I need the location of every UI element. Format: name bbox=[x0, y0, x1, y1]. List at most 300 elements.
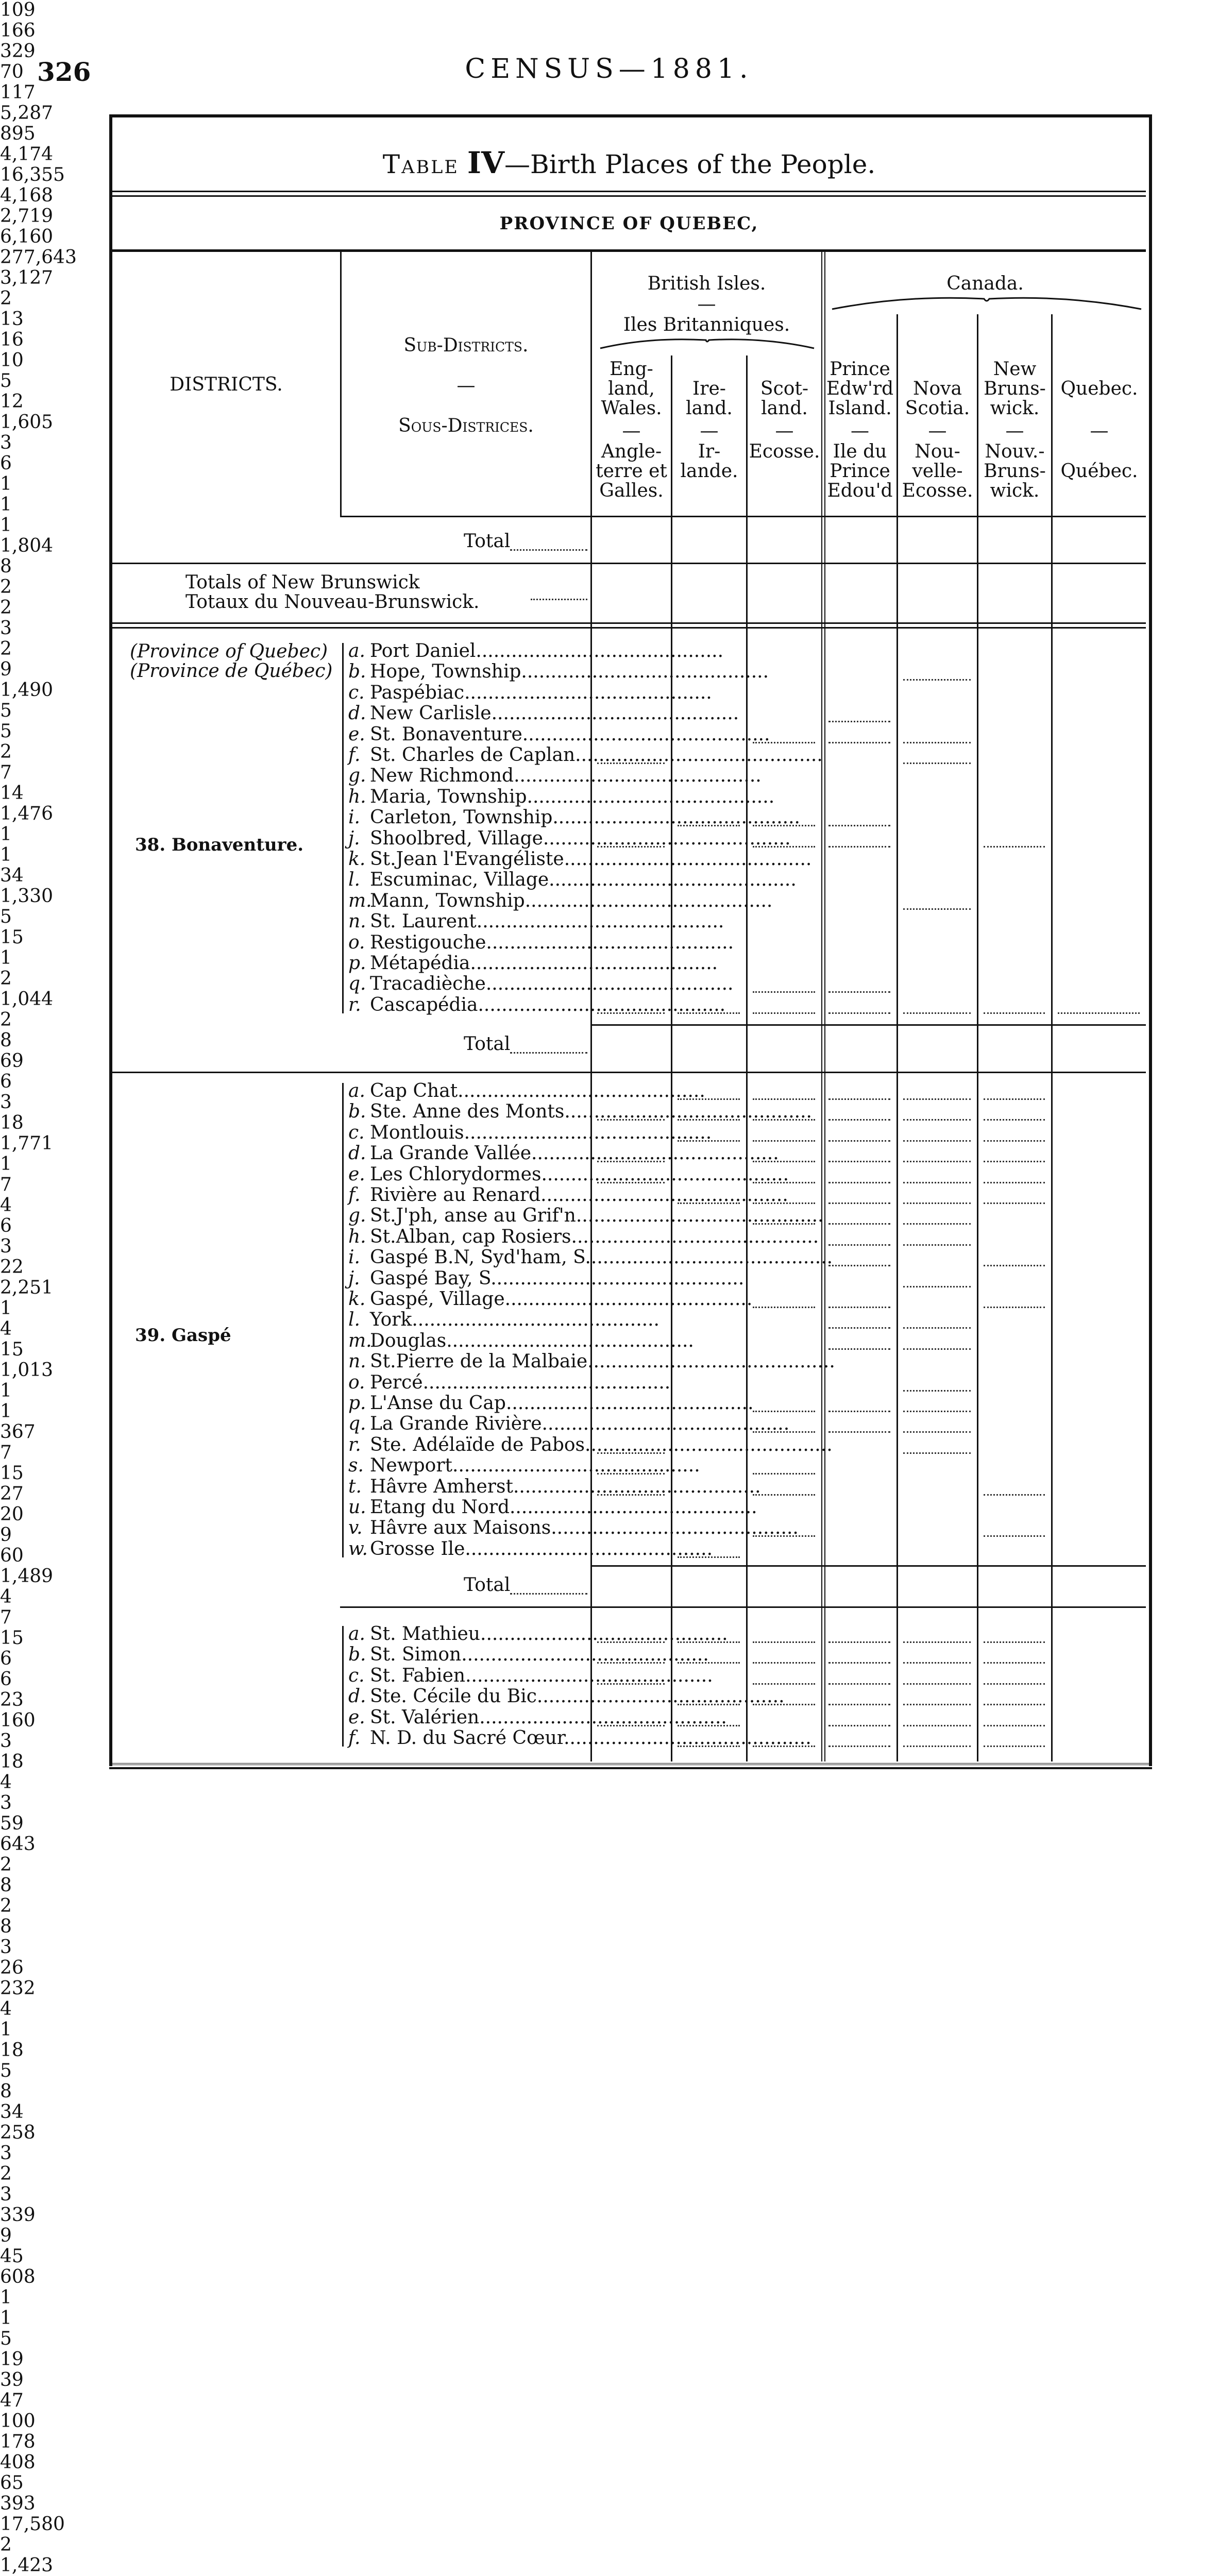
empty-cell bbox=[984, 999, 1045, 1014]
leader-dots: .......................................... bbox=[452, 1455, 700, 1477]
subdistrict-row bbox=[348, 1205, 824, 1227]
subdistrict-row bbox=[348, 1080, 705, 1101]
row-letter: m. bbox=[348, 1330, 372, 1351]
empty-cell bbox=[753, 978, 815, 993]
empty-cell bbox=[753, 1418, 815, 1433]
empty-cell bbox=[678, 1732, 740, 1747]
column-header-fr: Angle- terre et Galles. bbox=[596, 441, 667, 501]
subdistrict-name: St. Simon bbox=[370, 1644, 462, 1666]
row-letter: d. bbox=[348, 1143, 366, 1164]
value-cell: 1 bbox=[0, 2019, 12, 2040]
empty-cell bbox=[903, 666, 971, 681]
value-cell: 2 bbox=[0, 638, 12, 659]
leader-dots: .......................................... bbox=[540, 1184, 788, 1206]
subdistrict-name: St. Charles de Caplan bbox=[370, 744, 576, 766]
subdistrict-name: St. Fabien bbox=[370, 1665, 466, 1686]
value-cell: 4 bbox=[0, 1318, 12, 1340]
subdistrict-row bbox=[348, 1330, 694, 1351]
empty-cell bbox=[903, 895, 971, 910]
empty-cell bbox=[984, 1127, 1045, 1142]
column-header-en: Ire- land. bbox=[686, 378, 733, 419]
row-letter: r. bbox=[348, 1434, 361, 1455]
empty-cell bbox=[753, 833, 815, 848]
value-cell: 12 bbox=[0, 391, 24, 412]
pre-total-rule bbox=[590, 1565, 1146, 1567]
subdistrict-row bbox=[348, 1122, 712, 1143]
subdistrict-row bbox=[348, 1727, 811, 1749]
empty-cell bbox=[984, 1189, 1045, 1204]
empty-cell bbox=[828, 1397, 890, 1412]
subdistrict-name: Métapédia bbox=[370, 953, 470, 974]
empty-cell bbox=[678, 1649, 740, 1664]
subdistrict-row bbox=[348, 973, 734, 995]
subdistricts-fr: Sous-Districes. bbox=[398, 415, 534, 436]
empty-cell bbox=[753, 1189, 815, 1204]
nb-totals-fr: Totaux du Nouveau-Brunswick. bbox=[185, 591, 480, 613]
empty-cell bbox=[984, 1732, 1045, 1747]
value-cell: 1 bbox=[0, 494, 12, 515]
empty-cell bbox=[903, 1732, 971, 1747]
empty-cell bbox=[828, 999, 890, 1014]
subdistrict-name: Mann, Township bbox=[370, 890, 525, 911]
empty-cell bbox=[753, 1293, 815, 1308]
value-cell: 5 bbox=[0, 700, 12, 721]
empty-cell bbox=[753, 1628, 815, 1643]
empty-cell bbox=[828, 1711, 890, 1726]
value-cell: 8 bbox=[0, 1030, 12, 1051]
value-cell: 20 bbox=[0, 1504, 24, 1525]
subdistrict-row bbox=[348, 1517, 799, 1539]
rule-after-gaspe bbox=[340, 1606, 1146, 1608]
empty-cell bbox=[753, 1460, 815, 1475]
subdistrict-name: Cap Chat bbox=[370, 1080, 458, 1101]
leader-dots: .......................................... bbox=[470, 953, 718, 974]
subdistrict-row bbox=[348, 911, 724, 933]
row-letter: g. bbox=[348, 1205, 366, 1227]
value-cell: 408 bbox=[0, 2452, 36, 2473]
leader-dots: .......................................... bbox=[564, 1727, 811, 1749]
top-total-label: Total bbox=[464, 531, 511, 552]
column-header-en: Scot- land. bbox=[760, 378, 809, 419]
value-cell: 18 bbox=[0, 1112, 24, 1133]
leader-dots: .......................................... bbox=[491, 703, 739, 724]
value-cell: 1,771 bbox=[0, 1133, 54, 1154]
value-cell: 34 bbox=[0, 2102, 24, 2123]
value-cell: 10 bbox=[0, 350, 24, 371]
empty-cell bbox=[984, 1649, 1045, 1664]
subdistrict-row bbox=[348, 931, 734, 953]
subdistrict-row bbox=[348, 744, 823, 766]
empty-cell bbox=[828, 811, 890, 826]
empty-cell bbox=[753, 811, 815, 826]
value-cell: 1,423 bbox=[0, 2555, 54, 2576]
subdistrict-name: Percé bbox=[370, 1371, 423, 1393]
empty-cell bbox=[828, 1293, 890, 1308]
empty-cell bbox=[597, 999, 665, 1014]
subdistrict-name: Grosse Ile bbox=[370, 1538, 465, 1560]
value-cell: 1,490 bbox=[0, 680, 54, 701]
subdistrict-name: Hâvre aux Maisons bbox=[370, 1517, 551, 1539]
subdistrict-row bbox=[348, 1393, 754, 1414]
leader-dots: .......................................... bbox=[542, 1413, 790, 1435]
empty-cell bbox=[597, 1106, 665, 1121]
value-cell: 1 bbox=[0, 947, 12, 969]
empty-cell bbox=[678, 1085, 740, 1100]
value-cell: 19 bbox=[0, 2349, 24, 2370]
row-letter: v. bbox=[348, 1517, 363, 1539]
subdistrict-row bbox=[348, 1351, 835, 1372]
districts-header: DISTRICTS. bbox=[170, 374, 283, 395]
row-letter: b. bbox=[348, 1101, 366, 1123]
empty-cell bbox=[597, 1168, 665, 1183]
value-cell: 3 bbox=[0, 2184, 12, 2205]
value-cell: 1 bbox=[0, 1298, 12, 1319]
value-cell: 1 bbox=[0, 515, 12, 536]
value-cell: 109 bbox=[0, 0, 36, 21]
column-header-fr: Québec. bbox=[1060, 461, 1138, 482]
total-leader bbox=[510, 1039, 587, 1054]
row-letter: t. bbox=[348, 1476, 362, 1497]
empty-cell bbox=[678, 1690, 740, 1705]
value-cell: 5 bbox=[0, 721, 12, 742]
empty-cell bbox=[903, 1147, 971, 1162]
subdistrict-brace bbox=[342, 1626, 348, 1747]
empty-cell bbox=[753, 1168, 815, 1183]
table-title bbox=[112, 145, 1146, 180]
value-cell: 9 bbox=[0, 1524, 12, 1546]
value-cell: 5 bbox=[0, 2328, 12, 2349]
empty-cell bbox=[753, 1210, 815, 1225]
value-cell: 7 bbox=[0, 1174, 12, 1195]
value-cell: 1,605 bbox=[0, 412, 54, 433]
title-prefix: Table bbox=[382, 149, 459, 179]
value-cell: 2 bbox=[0, 2163, 12, 2184]
leader-dots: .......................................... bbox=[531, 1143, 779, 1164]
row-letter: p. bbox=[348, 953, 366, 974]
empty-cell bbox=[597, 749, 665, 764]
subdistrict-name: Port Daniel bbox=[370, 640, 476, 662]
row-letter: h. bbox=[348, 786, 366, 807]
empty-cell bbox=[678, 811, 740, 826]
leader-dots: .......................................... bbox=[480, 1623, 728, 1645]
subdistrict-name: Gaspé Bay, S. bbox=[370, 1267, 497, 1289]
subdistrict-row bbox=[348, 1309, 659, 1331]
row-letter: c. bbox=[348, 682, 365, 703]
leader-dots: .......................................... bbox=[461, 1644, 709, 1666]
district-gaspe: 39. Gaspé bbox=[135, 1325, 231, 1346]
empty-cell bbox=[828, 1189, 890, 1204]
leader-dots: .......................................... bbox=[465, 1538, 713, 1560]
row-letter: a. bbox=[348, 1623, 365, 1645]
value-cell: 2 bbox=[0, 2534, 12, 2555]
rule-after-nb bbox=[112, 622, 1146, 629]
row-letter: w. bbox=[348, 1538, 368, 1560]
row-letter: g. bbox=[348, 765, 366, 787]
subdistrict-name: Douglas bbox=[370, 1330, 447, 1351]
value-cell: 70 bbox=[0, 61, 24, 82]
row-letter: n. bbox=[348, 1351, 366, 1372]
empty-cell bbox=[597, 1439, 665, 1454]
subdistrict-name: Maria, Township bbox=[370, 786, 527, 807]
leader-dots: .......................................... bbox=[412, 1309, 659, 1331]
empty-cell bbox=[828, 1251, 890, 1266]
empty-cell bbox=[903, 728, 971, 743]
empty-cell bbox=[984, 1106, 1045, 1121]
row-letter: k. bbox=[348, 849, 366, 870]
section-total-label: Total bbox=[464, 1574, 511, 1596]
column-header-dash: — bbox=[851, 420, 869, 442]
divider-col2 bbox=[746, 355, 748, 1761]
section-total-label: Total bbox=[464, 1033, 511, 1055]
value-cell: 15 bbox=[0, 1628, 24, 1649]
row-letter: q. bbox=[348, 973, 366, 995]
value-cell: 2 bbox=[0, 968, 12, 989]
leader-dots: .......................................... bbox=[564, 1101, 812, 1123]
table-bottom-rule bbox=[109, 1763, 1152, 1769]
column-header-en: Prince Edw'rd Island. bbox=[826, 359, 894, 419]
empty-cell bbox=[984, 1147, 1045, 1162]
nb-totals-leader bbox=[531, 585, 587, 600]
value-cell: 69 bbox=[0, 1050, 24, 1072]
subdistrict-row bbox=[348, 827, 791, 849]
empty-cell bbox=[753, 999, 815, 1014]
subdistrict-row bbox=[348, 1289, 753, 1310]
leader-dots: .......................................... bbox=[571, 1226, 819, 1247]
row-letter: i. bbox=[348, 807, 360, 828]
province-heading: PROVINCE OF QUEBEC, bbox=[499, 213, 759, 234]
value-cell: 4,174 bbox=[0, 144, 54, 165]
leader-dots: .......................................... bbox=[522, 723, 770, 745]
value-cell: 2 bbox=[0, 288, 12, 309]
value-cell: 9 bbox=[0, 2225, 12, 2246]
row-letter: j. bbox=[348, 827, 360, 849]
empty-cell bbox=[903, 1231, 971, 1246]
row-letter: f. bbox=[348, 1184, 361, 1206]
value-cell: 8 bbox=[0, 556, 12, 577]
empty-cell bbox=[597, 1711, 665, 1726]
empty-cell bbox=[753, 1522, 815, 1537]
subdistrict-name: St.Alban, cap Rosiers bbox=[370, 1226, 571, 1247]
subdistrict-row bbox=[348, 1623, 728, 1645]
empty-cell bbox=[753, 1649, 815, 1664]
empty-cell bbox=[597, 1670, 665, 1685]
subdistrict-brace bbox=[342, 1083, 348, 1557]
subdistrict-row bbox=[348, 1184, 788, 1206]
empty-cell bbox=[903, 1168, 971, 1183]
value-cell: 4 bbox=[0, 1998, 12, 2020]
empty-cell bbox=[1058, 999, 1140, 1014]
empty-cell bbox=[903, 1106, 971, 1121]
subdistricts-en: Sub-Districts. bbox=[403, 335, 529, 356]
empty-cell bbox=[678, 1127, 740, 1142]
column-header-fr: Nou- velle- Ecosse. bbox=[902, 441, 973, 501]
empty-cell bbox=[753, 1147, 815, 1162]
empty-cell bbox=[903, 1085, 971, 1100]
empty-cell bbox=[984, 1085, 1045, 1100]
subdistrict-name: St.Jean l'Evangéliste bbox=[370, 849, 564, 870]
leader-dots: .......................................... bbox=[536, 1686, 785, 1707]
empty-cell bbox=[678, 1711, 740, 1726]
empty-cell bbox=[828, 978, 890, 993]
empty-cell bbox=[984, 1670, 1045, 1685]
empty-cell bbox=[828, 1335, 890, 1350]
subdistrict-name: Escuminac, Village bbox=[370, 869, 549, 891]
value-cell: 5 bbox=[0, 2060, 12, 2081]
empty-cell bbox=[903, 1628, 971, 1643]
leader-dots: .......................................... bbox=[527, 786, 775, 807]
empty-cell bbox=[678, 1543, 740, 1558]
value-cell: 232 bbox=[0, 1978, 36, 1999]
column-header-fr: Nouv.- Bruns- wick. bbox=[984, 441, 1046, 501]
empty-cell bbox=[984, 1522, 1045, 1537]
subdistrict-name: St. Mathieu bbox=[370, 1623, 480, 1645]
value-cell: 2,251 bbox=[0, 1277, 54, 1298]
subdistrict-row bbox=[348, 994, 726, 1015]
empty-cell bbox=[903, 1210, 971, 1225]
leader-dots: .......................................... bbox=[476, 911, 724, 933]
leader-dots: .......................................... bbox=[509, 1497, 757, 1518]
value-cell: 3 bbox=[0, 1792, 12, 1814]
canada-brace bbox=[830, 294, 1144, 312]
header-top-rule bbox=[112, 249, 1146, 252]
value-cell: 34 bbox=[0, 865, 24, 886]
header-bottom-rule bbox=[340, 516, 1146, 517]
empty-cell bbox=[753, 1127, 815, 1142]
value-cell: 1 bbox=[0, 1380, 12, 1401]
british-brace bbox=[598, 336, 817, 351]
divider-col4 bbox=[896, 314, 898, 1761]
subdistrict-row bbox=[348, 1163, 789, 1185]
value-cell: 1,489 bbox=[0, 1566, 54, 1587]
value-cell: 2 bbox=[0, 577, 12, 598]
subdistrict-name: Ste. Anne des Monts bbox=[370, 1101, 565, 1123]
title-rule bbox=[112, 191, 1146, 197]
empty-cell bbox=[597, 1460, 665, 1475]
value-cell: 15 bbox=[0, 1463, 24, 1484]
canada-header: Canada. bbox=[946, 273, 1024, 294]
row-letter: j. bbox=[348, 1267, 360, 1289]
row-letter: d. bbox=[348, 1686, 366, 1707]
value-cell: 1,013 bbox=[0, 1360, 54, 1381]
value-cell: 5 bbox=[0, 906, 12, 927]
column-header-fr: Ecosse. bbox=[749, 441, 820, 462]
empty-cell bbox=[828, 1210, 890, 1225]
empty-cell bbox=[753, 1670, 815, 1685]
empty-cell bbox=[903, 1314, 971, 1329]
leader-dots: .......................................... bbox=[422, 1371, 671, 1393]
leader-dots: .......................................... bbox=[485, 973, 734, 995]
leader-dots: .......................................... bbox=[464, 1122, 712, 1143]
empty-cell bbox=[903, 1127, 971, 1142]
subdistrict-row bbox=[348, 765, 762, 787]
value-cell: 3 bbox=[0, 432, 12, 453]
subdistrict-row bbox=[348, 1686, 785, 1707]
value-cell: 65 bbox=[0, 2472, 24, 2494]
empty-cell bbox=[984, 833, 1045, 848]
value-cell: 6 bbox=[0, 1071, 12, 1092]
district-bonaventure: 38. Bonaventure. bbox=[135, 835, 304, 855]
total-leader bbox=[510, 1580, 587, 1595]
column-header-en: Eng- land, Wales. bbox=[601, 359, 662, 419]
leader-dots: .......................................... bbox=[513, 1476, 761, 1497]
leader-dots: .......................................... bbox=[564, 849, 812, 870]
row-letter: h. bbox=[348, 1226, 366, 1247]
empty-cell bbox=[753, 1732, 815, 1747]
leader-dots: .......................................... bbox=[465, 1665, 713, 1686]
empty-cell bbox=[828, 1106, 890, 1121]
column-header-en: New Bruns- wick. bbox=[984, 359, 1046, 419]
row-letter: m. bbox=[348, 890, 372, 911]
subdistrict-name: Hope, Township bbox=[370, 661, 521, 683]
value-cell: 7 bbox=[0, 1607, 12, 1628]
subdistrict-row bbox=[348, 723, 770, 745]
value-cell: 27 bbox=[0, 1483, 24, 1504]
subdistrict-row bbox=[348, 807, 800, 828]
subdistrict-name: L'Anse du Cap bbox=[370, 1393, 506, 1414]
subdistrict-row bbox=[348, 1413, 790, 1435]
empty-cell bbox=[597, 1481, 665, 1496]
row-letter: d. bbox=[348, 703, 366, 724]
empty-cell bbox=[597, 1147, 665, 1162]
leader-dots: .......................................... bbox=[478, 994, 726, 1015]
column-header-en: Nova Scotia. bbox=[905, 378, 970, 419]
nb-totals-en: Totals of New Brunswick bbox=[185, 572, 420, 593]
value-cell: 15 bbox=[0, 927, 24, 948]
subdistrict-name: Cascapédia bbox=[370, 994, 478, 1015]
value-cell: 17,580 bbox=[0, 2514, 65, 2535]
subdistrict-name: St. Bonaventure bbox=[370, 723, 522, 745]
subdistrict-row bbox=[348, 1371, 671, 1393]
value-cell: 258 bbox=[0, 2122, 36, 2143]
row-letter: e. bbox=[348, 1163, 365, 1185]
value-cell: 1 bbox=[0, 2287, 12, 2308]
subdistrict-row bbox=[348, 890, 773, 911]
value-cell: 15 bbox=[0, 1339, 24, 1360]
value-cell: 2 bbox=[0, 597, 12, 618]
value-cell: 100 bbox=[0, 2411, 36, 2432]
pre-total-rule bbox=[590, 1024, 1146, 1026]
leader-dots: .......................................... bbox=[551, 1517, 799, 1539]
row-letter: o. bbox=[348, 1371, 365, 1393]
value-cell: 3 bbox=[0, 1236, 12, 1257]
empty-cell bbox=[903, 1189, 971, 1204]
subdistrict-name: Gaspé, Village bbox=[370, 1289, 505, 1310]
row-letter: a. bbox=[348, 640, 365, 662]
subdistrict-name: St.Pierre de la Malbaie bbox=[370, 1351, 588, 1372]
leader-dots: .......................................... bbox=[541, 1163, 789, 1185]
row-letter: c. bbox=[348, 1665, 365, 1686]
row-letter: l. bbox=[348, 1309, 360, 1331]
leader-dots: .......................................... bbox=[504, 1289, 753, 1310]
empty-cell bbox=[597, 1628, 665, 1643]
value-cell: 3 bbox=[0, 1092, 12, 1113]
empty-cell bbox=[828, 728, 890, 743]
subdistrict-row bbox=[348, 1143, 779, 1164]
row-letter: c. bbox=[348, 1122, 365, 1143]
row-letter: r. bbox=[348, 994, 361, 1015]
leader-dots: .......................................... bbox=[514, 765, 762, 787]
leader-dots: .......................................... bbox=[525, 890, 773, 911]
empty-cell bbox=[753, 1397, 815, 1412]
rule-after-bonaventure bbox=[112, 1072, 1146, 1073]
subdistrict-row bbox=[348, 1665, 713, 1686]
value-cell: 367 bbox=[0, 1421, 36, 1443]
row-letter: e. bbox=[348, 1706, 365, 1728]
value-cell: 59 bbox=[0, 1813, 24, 1834]
row-letter: n. bbox=[348, 911, 366, 933]
divider-col6 bbox=[1051, 314, 1053, 1761]
value-cell: 160 bbox=[0, 1710, 36, 1731]
